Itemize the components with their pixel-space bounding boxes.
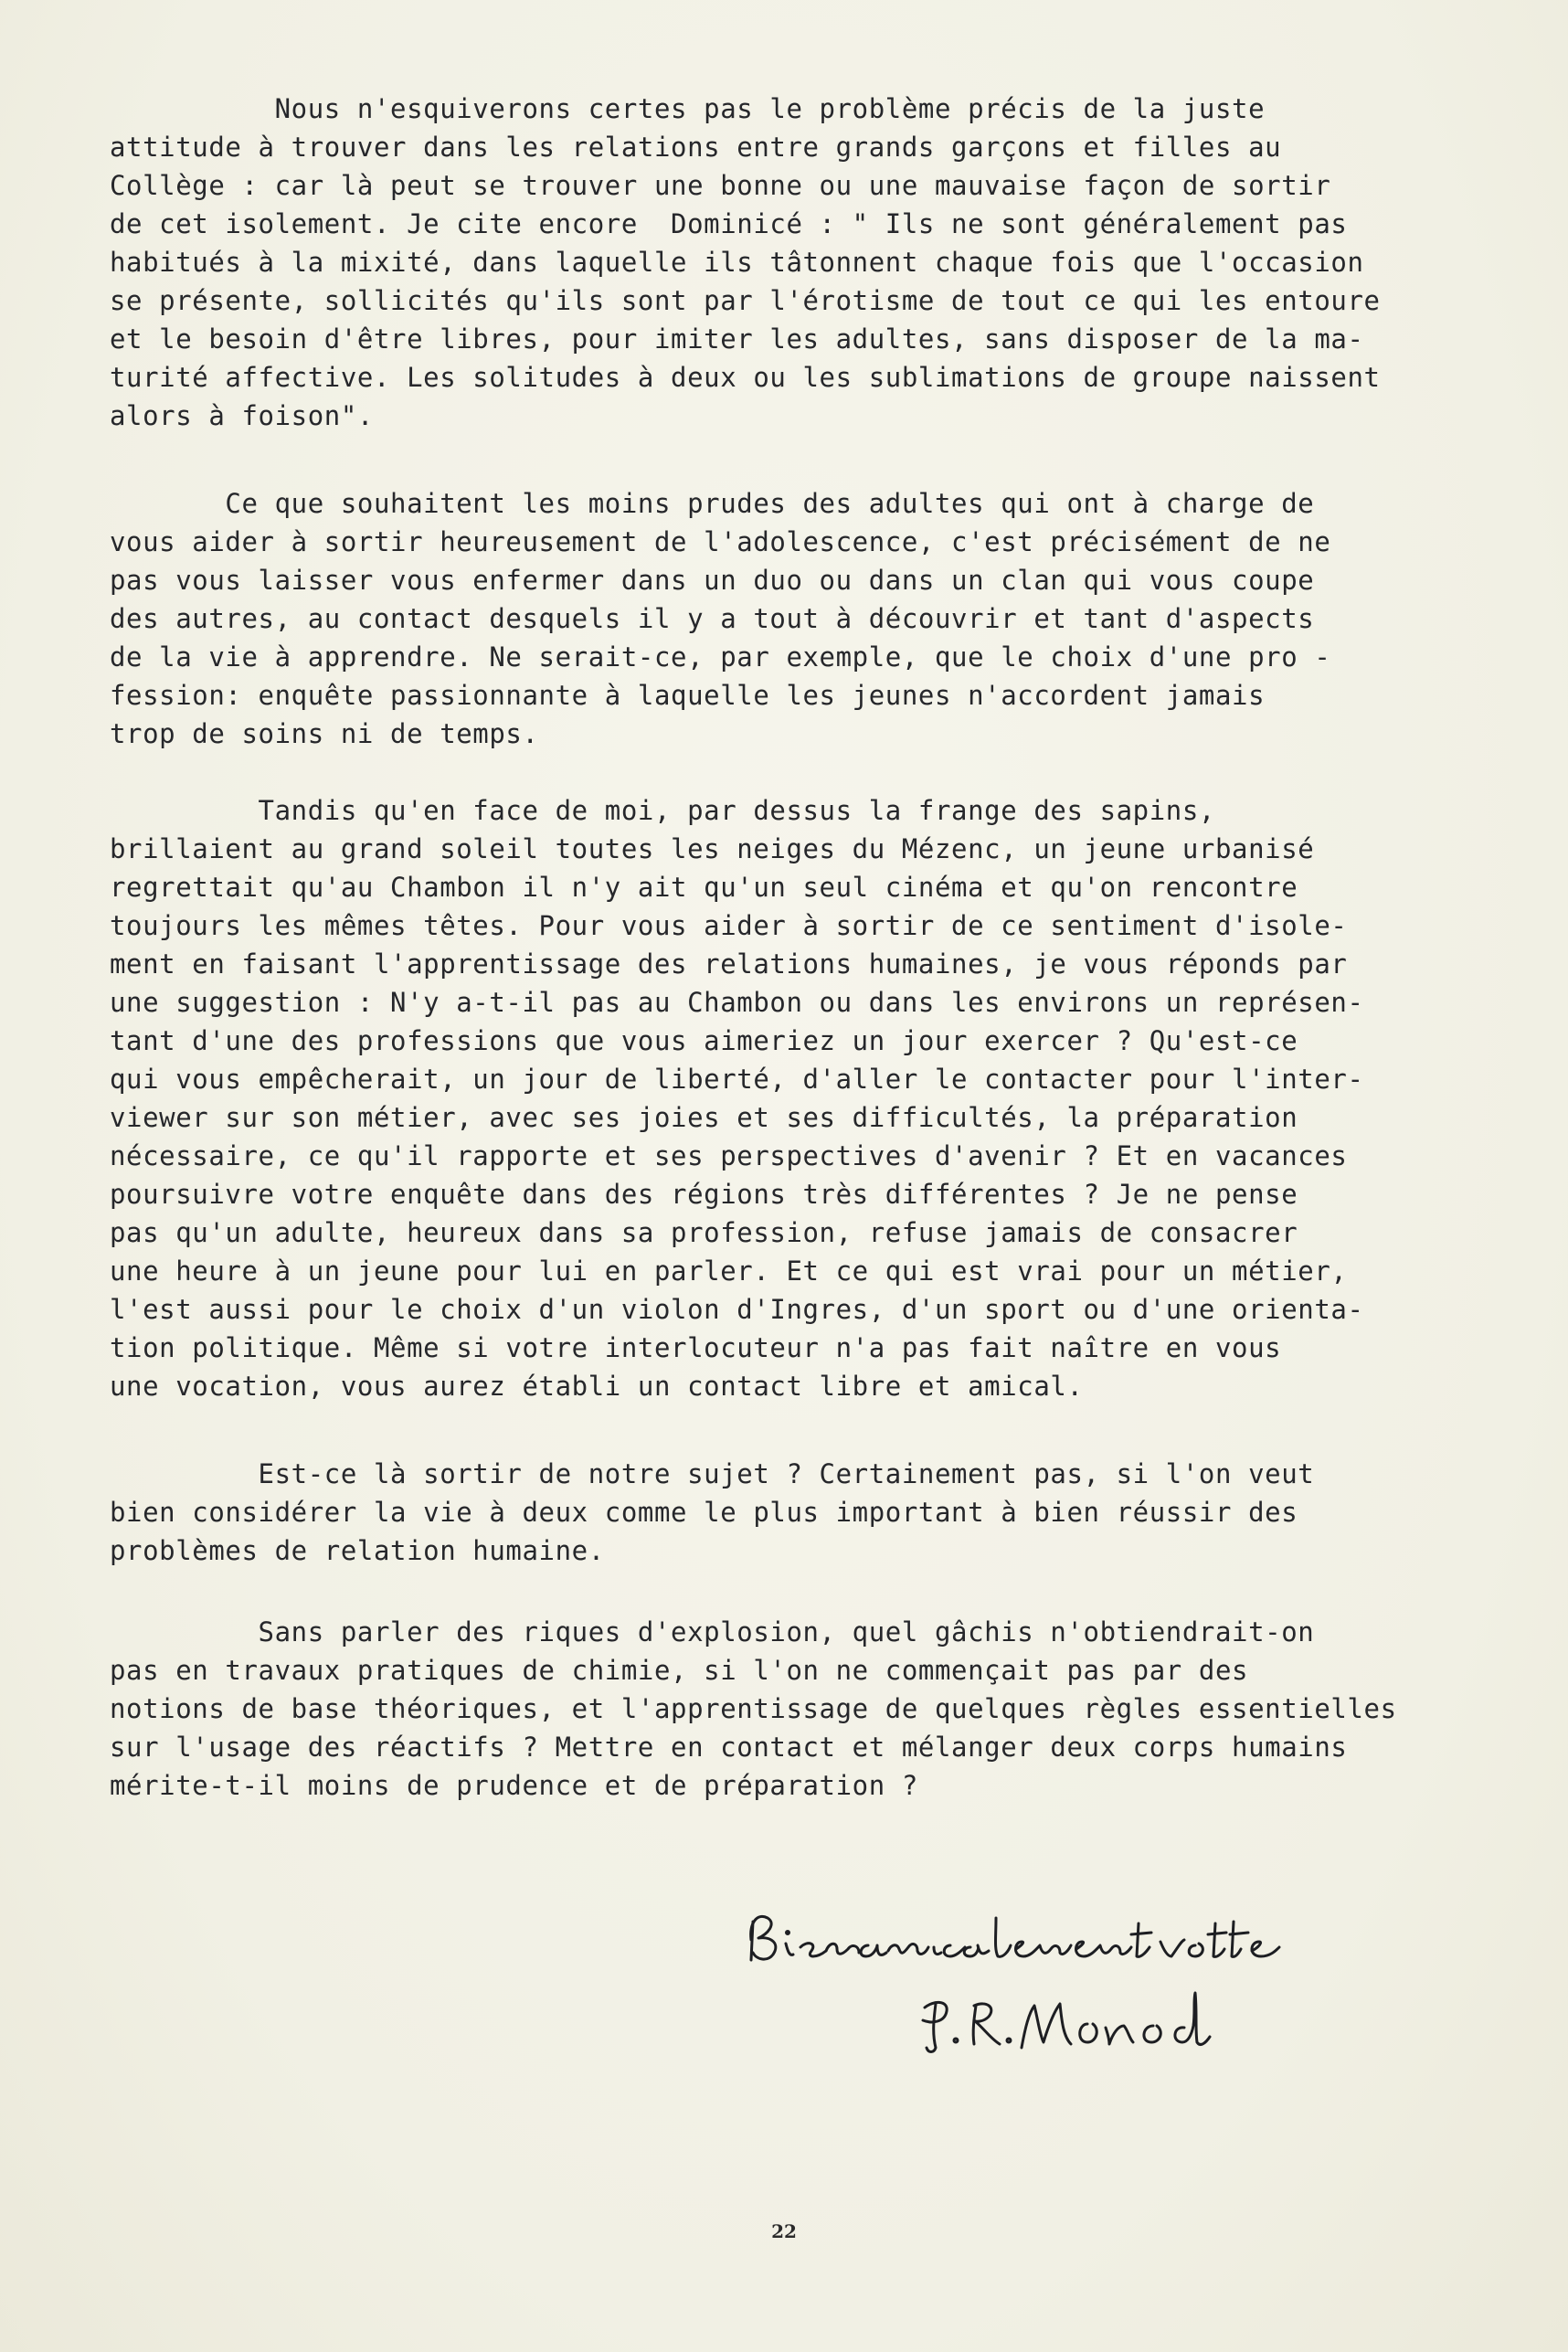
text-line: notions de base théoriques, et l'apprentissage de quelques règles essentielles xyxy=(110,1693,1397,1724)
text-line: vous aider à sortir heureusement de l'adolescence, c'est précisément de ne xyxy=(110,526,1331,557)
handwritten-signature xyxy=(731,1905,1371,2070)
text-line: Sans parler des riques d'explosion, quel gâchis n'obtiendrait-on xyxy=(110,1616,1315,1647)
text-line: fession: enquête passionnante à laquelle les jeunes n'accordent jamais xyxy=(110,680,1266,711)
text-line: pas qu'un adulte, heureux dans sa profession, refuse jamais de consacrer xyxy=(110,1217,1298,1248)
text-line: toujours les mêmes têtes. Pour vous aider à sortir de ce sentiment d'isole- xyxy=(110,910,1348,941)
paragraph-3 xyxy=(110,791,1517,1405)
page-number: 22 xyxy=(771,2220,797,2242)
text-line: tant d'une des professions que vous aimeriez un jour exercer ? Qu'est-ce xyxy=(110,1025,1298,1056)
text-line: pas vous laisser vous enfermer dans un duo ou dans un clan qui vous coupe xyxy=(110,565,1315,596)
text-line: problèmes de relation humaine. xyxy=(110,1535,605,1566)
text-line: Nous n'esquiverons certes pas le problème précis de la juste xyxy=(110,93,1266,124)
signature-drawing xyxy=(731,1905,1371,2070)
text-line: mérite-t-il moins de prudence et de préparation ? xyxy=(110,1770,918,1801)
paragraph-2 xyxy=(110,484,1517,753)
text-line: une suggestion : N'y a-t-il pas au Chambon ou dans les environs un représen- xyxy=(110,987,1364,1018)
text-line: brillaient au grand soleil toutes les neiges du Mézenc, un jeune urbanisé xyxy=(110,833,1315,864)
paragraph-5 xyxy=(110,1613,1517,1805)
text-line: et le besoin d'être libres, pour imiter les adultes, sans disposer de la ma- xyxy=(110,323,1364,355)
text-line: Ce que souhaitent les moins prudes des adultes qui ont à charge de xyxy=(110,488,1315,519)
text-line: tion politique. Même si votre interlocuteur n'a pas fait naître en vous xyxy=(110,1332,1282,1363)
text-line: bien considérer la vie à deux comme le plus important à bien réussir des xyxy=(110,1497,1298,1528)
text-line: viewer sur son métier, avec ses joies et ses difficultés, la préparation xyxy=(110,1102,1298,1133)
text-line: une heure à un jeune pour lui en parler. Et ce qui est vrai pour un métier, xyxy=(110,1255,1348,1287)
text-line: pas en travaux pratiques de chimie, si l'on ne commençait pas par des xyxy=(110,1655,1249,1686)
text-line: habitués à la mixité, dans laquelle ils tâtonnent chaque fois que l'occasion xyxy=(110,247,1364,278)
text-line: nécessaire, ce qu'il rapporte et ses perspectives d'avenir ? Et en vacances xyxy=(110,1140,1348,1171)
text-line: sur l'usage des réactifs ? Mettre en contact et mélanger deux corps humains xyxy=(110,1732,1348,1763)
text-line: se présente, sollicités qu'ils sont par l'érotisme de tout ce qui les entoure xyxy=(110,285,1381,316)
text-line: alors à foison". xyxy=(110,400,374,431)
text-line: de la vie à apprendre. Ne serait-ce, par exemple, que le choix d'une pro - xyxy=(110,641,1331,673)
text-line: attitude à trouver dans les relations entre grands garçons et filles au xyxy=(110,132,1282,163)
text-line: une vocation, vous aurez établi un contact libre et amical. xyxy=(110,1371,1084,1402)
text-line: regrettait qu'au Chambon il n'y ait qu'un seul cinéma et qu'on rencontre xyxy=(110,872,1298,903)
paragraph-1 xyxy=(110,90,1517,435)
text-line: Tandis qu'en face de moi, par dessus la frange des sapins, xyxy=(110,795,1215,826)
text-line: trop de soins ni de temps. xyxy=(110,718,539,749)
text-line: de cet isolement. Je cite encore Dominicé : " Ils ne sont généralement pas xyxy=(110,208,1348,239)
text-line: l'est aussi pour le choix d'un violon d'Ingres, d'un sport ou d'une orienta- xyxy=(110,1294,1364,1325)
text-line: turité affective. Les solitudes à deux ou les sublimations de groupe naissent xyxy=(110,362,1381,393)
text-line: ment en faisant l'apprentissage des relations humaines, je vous réponds par xyxy=(110,948,1348,980)
text-line: des autres, au contact desquels il y a tout à découvrir et tant d'aspects xyxy=(110,603,1315,634)
text-line: Collège : car là peut se trouver une bonne ou une mauvaise façon de sortir xyxy=(110,170,1331,201)
text-line: Est-ce là sortir de notre sujet ? Certainement pas, si l'on veut xyxy=(110,1458,1315,1489)
text-line: poursuivre votre enquête dans des régions très différentes ? Je ne pense xyxy=(110,1179,1298,1210)
text-line: qui vous empêcherait, un jour de liberté, d'aller le contacter pour l'inter- xyxy=(110,1064,1364,1095)
paragraph-4 xyxy=(110,1455,1517,1570)
